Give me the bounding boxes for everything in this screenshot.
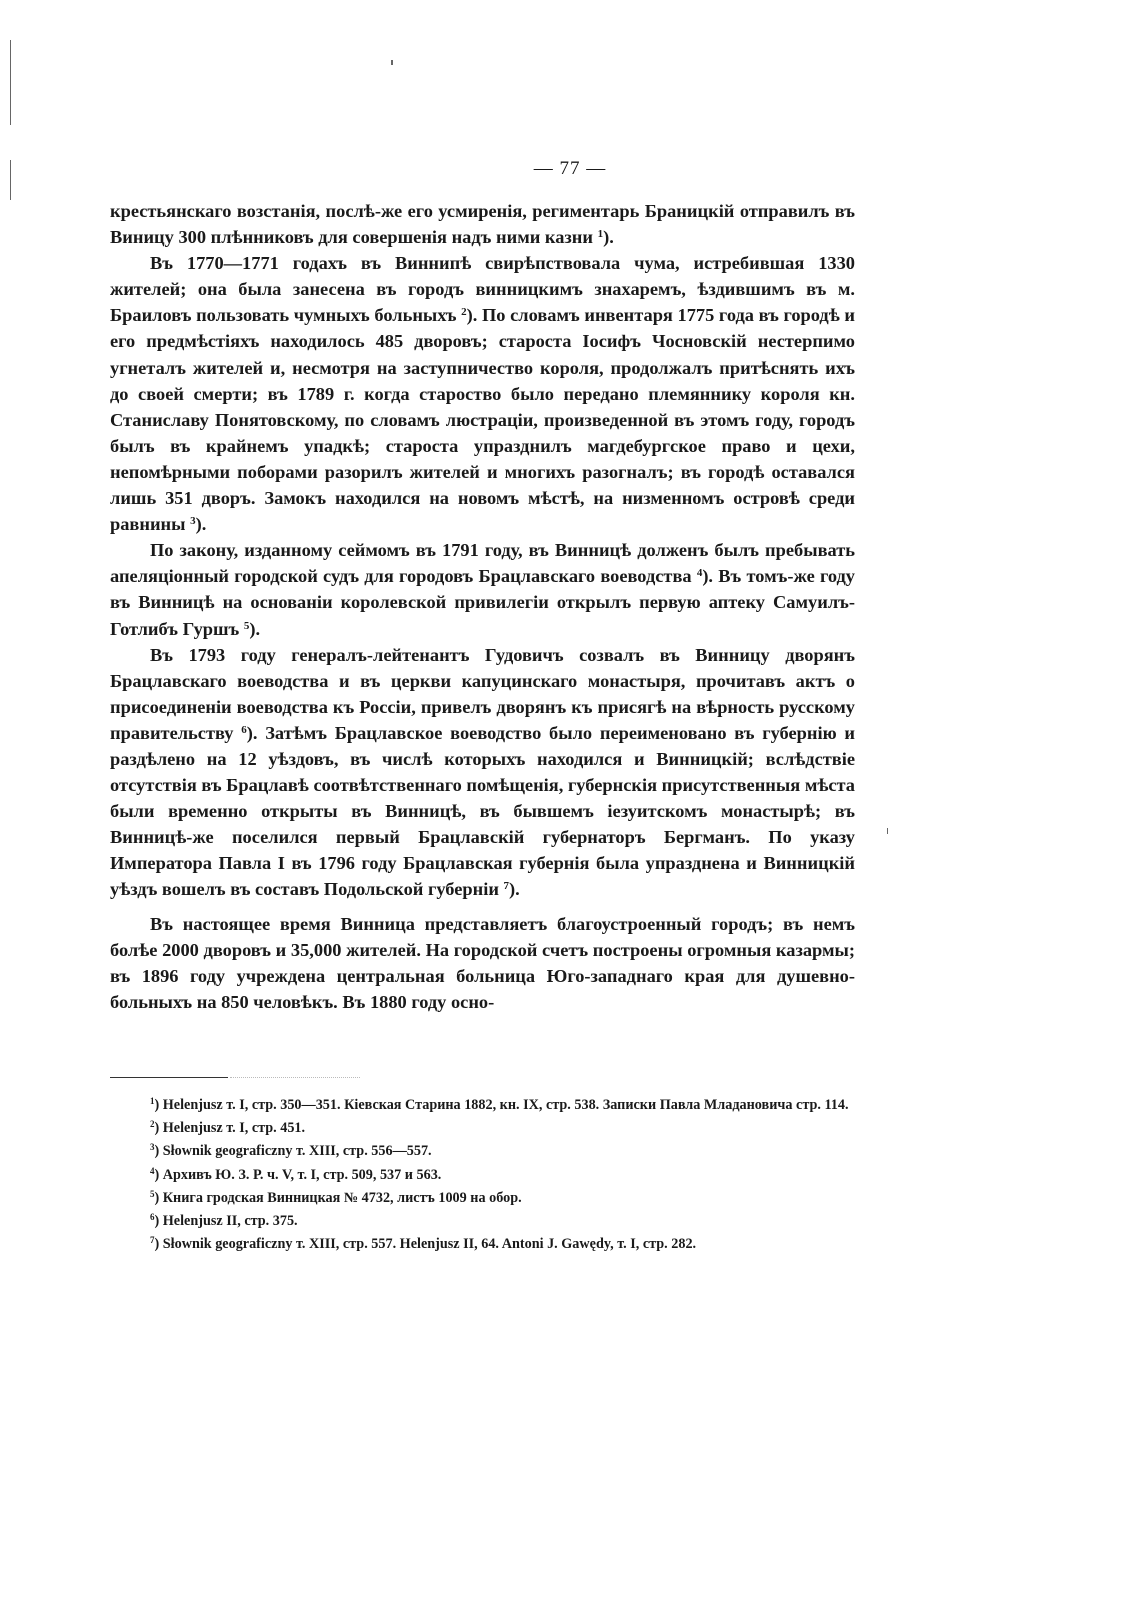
footnote-text: ) Helenjusz т. I, стр. 350—351. Кіевская Старина 1882, кн. IX, стр. 538. Записки Павла Младановича стр. 114. [154, 1097, 849, 1113]
footnote-number: 2 [150, 1119, 155, 1130]
footnote-number: 4 [150, 1165, 155, 1176]
paragraph [110, 250, 855, 537]
footnote [110, 1187, 855, 1210]
paragraph [110, 911, 855, 1015]
paragraph-text: Въ настоящее время Винница представляетъ благоустроенный городъ; въ немъ болѣе 2000 дворовъ и 35,000 жителей. На городской счетъ построены огромныя казармы; въ 1896 году учреждена центральная больница Юго-западнаго края для душевно-больныхъ на 850 человѣкъ. Въ 1880 году осно- [110, 913, 855, 1012]
footnote-ref: 5 [243, 619, 250, 632]
paragraph-text: ). По словамъ инвентаря 1775 года въ городѣ и его предмѣстіяхъ находилось 485 дворовъ; староста Іосифъ Чосновскій нестерпимо угнеталъ жителей и, несмотря на заступничество короля, продолжалъ притѣснять ихъ до своей смерти; въ 1789 г. когда староство было передано племяннику короля кн. Станиславу Понятовскому, по словамъ люстраціи, произведенной въ этомъ году, городъ былъ въ крайнемъ упадкѣ; староста упразднилъ магдебургское право и цехи, непомѣрными поборами разорилъ жителей и многихъ разогналъ; въ городѣ оставался лишь 351 дворъ. Замокъ находился на новомъ мѣстѣ, на низменномъ островѣ среди равнины [110, 305, 856, 535]
scan-edge-mark [10, 40, 11, 125]
footnote [110, 1140, 855, 1163]
paragraph-text: крестьянскаго возстанія, послѣ-же его усмиренія, региментарь Браницкій отправилъ въ Виницу 300 плѣнниковъ для совершенія надъ ними казни [110, 201, 855, 248]
paragraph [110, 642, 855, 903]
scan-dot [887, 828, 888, 834]
footnote-separator-faint [230, 1077, 360, 1079]
footnote-ref: 3 [190, 515, 196, 528]
footnote-number: 1 [150, 1096, 155, 1106]
footnote [110, 1210, 855, 1233]
paragraph-text: ). [603, 227, 614, 248]
paragraph-text: ). Затѣмъ Брацлавское воеводство было переименовано въ губернію и раздѣлено на 12 уѣздовъ, въ числѣ которыхъ находился и Винницкій; вслѣдствіе отсутствія въ Брацлавѣ соотвѣтственнаго помѣщенія, губернскія присутственныя мѣста были временно открыты въ Винницѣ, въ бывшемъ іезуитскомъ монастырѣ; въ Винницѣ-же поселился первый Брацлавскій губернаторъ Бергманъ. По указу Императора Павла I въ 1796 году Брацлавская губернія была упразднена и Винницкій уѣздъ вошелъ въ составъ Подольской губерніи [110, 722, 855, 900]
scan-dot [391, 60, 393, 65]
footnote [110, 1164, 855, 1187]
footnote-ref: 7 [503, 880, 510, 893]
footnote-text: ) Архивъ Ю. З. Р. ч. V, т. I, стр. 509, 537 и 563. [154, 1166, 442, 1183]
footnote-text: ) Helenjusz II, стр. 375. [154, 1213, 298, 1230]
footnote [110, 1094, 855, 1117]
footnote [110, 1117, 855, 1140]
footnote-ref: 4 [696, 567, 703, 580]
paragraph-text: Въ 1770—1771 годахъ въ Виннипѣ свирѣпствовала чума, истребившая 1330 жителей; она была занесена въ городъ винницкимъ знахаремъ, ѣздившимъ въ м. Браиловъ пользовать чумныхъ больныхъ [110, 253, 855, 326]
footnote-separator [110, 1077, 228, 1078]
paragraph-text: ). [195, 514, 207, 535]
main-text [110, 198, 855, 1015]
paragraph-text: ). [249, 618, 261, 639]
paragraph [110, 198, 855, 250]
page-number: — 77 — [533, 158, 607, 179]
footnote-ref: 2 [461, 306, 467, 319]
footnote [110, 1233, 855, 1256]
paragraph [110, 537, 855, 641]
footnote-text: ) Słownik geograficzny т. XIII, стр. 556—557. [154, 1143, 432, 1160]
paragraph-text: Въ 1793 году генералъ-лейтенантъ Гудовичъ созвалъ въ Винницу дворянъ Брацлавскаго воеводства и въ церкви капуцинскаго монастыря, прочитавъ актъ о присоединеніи воеводства къ Россіи, привелъ дворянъ къ присягѣ на вѣрность русскому правительству [110, 644, 855, 743]
footnote-number: 3 [150, 1142, 155, 1153]
footnote-number: 7 [150, 1235, 155, 1246]
footnote-number: 5 [150, 1188, 155, 1199]
footnote-ref: 1 [597, 228, 604, 241]
footnote-text: ) Słownik geograficzny т. XIII, стр. 557. Helenjusz II, 64. Antoni J. Gawędy, т. I, стр. 282. [154, 1236, 697, 1253]
footnote-text: ) Helenjusz т. I, стр. 451. [154, 1120, 306, 1137]
paragraph-text: По закону, изданному сеймомъ въ 1791 году, въ Винницѣ долженъ былъ пребывать апеляціонный городской судъ для городовъ Брацлавскаго воеводства [110, 540, 855, 587]
footnote-text: ) Книга гродская Винницкая № 4732, листъ 1009 на обор. [154, 1189, 522, 1206]
paragraph-text: ). Въ томъ-же году въ Винницѣ на основаніи королевской привилегіи открылъ первую аптеку Самуилъ-Готлибъ Гуршъ [110, 566, 856, 639]
footnote-ref: 6 [241, 723, 247, 736]
footnote-number: 6 [150, 1212, 155, 1223]
footnotes [110, 1094, 855, 1256]
paragraph-text: ). [509, 879, 520, 900]
